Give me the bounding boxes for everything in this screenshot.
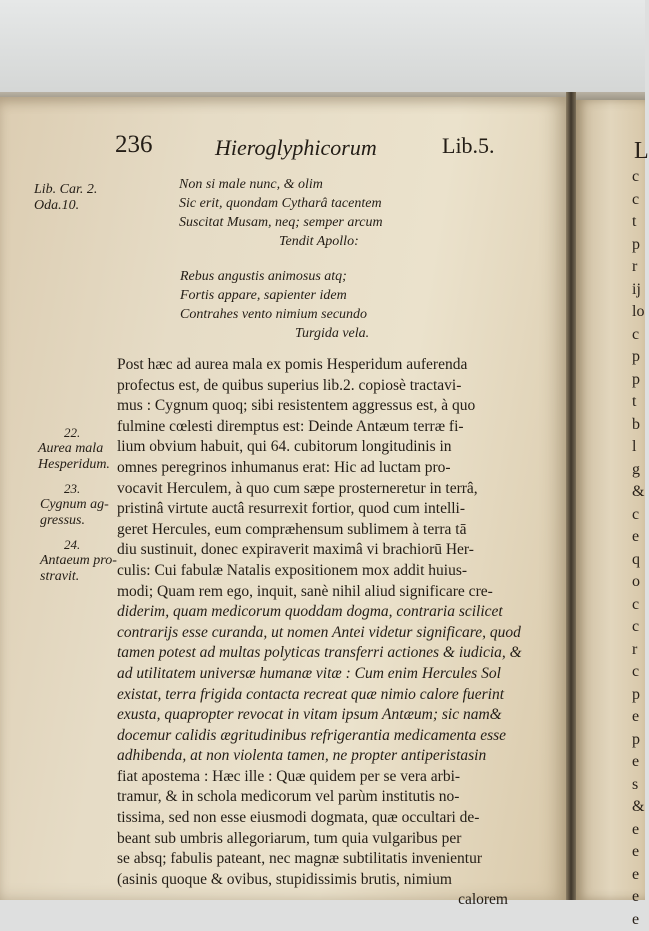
facing-line: p — [632, 369, 644, 392]
facing-line: q — [632, 549, 644, 572]
text-line: ad utilitatem universæ humanæ vitæ : Cum enim Hercules Sol — [117, 664, 510, 685]
facing-line: c — [632, 616, 644, 639]
margin-note-line: stravit. — [40, 569, 117, 585]
text-line: omnes peregrinos inhumanus erat: Hic ad luctam pro- — [117, 458, 510, 479]
margin-note-23 — [40, 481, 109, 529]
text-line: se absq; fabulis pateant, nec magnæ subtilitatis invenientur — [117, 849, 510, 870]
verse-line: Rebus angustis animosus atq; — [180, 267, 369, 286]
facing-line: e — [632, 819, 644, 842]
facing-line: & — [632, 796, 644, 819]
facing-line: l — [632, 436, 644, 459]
facing-header-letter: L — [634, 138, 649, 165]
facing-line: g — [632, 459, 644, 482]
text-line: tissima, sed non esse eiusmodi dogmata, quæ occultari de- — [117, 808, 510, 829]
margin-note-number: 23. — [40, 481, 109, 497]
running-title: Hieroglyphicorum — [215, 135, 377, 161]
facing-line: t — [632, 211, 644, 234]
text-line: culis: Cui fabulæ Natalis expositionem mox addit huius- — [117, 561, 510, 582]
text-line: vocavit Herculem, à quo cum sæpe prosterneretur in terrâ, — [117, 479, 510, 500]
facing-line: e — [632, 706, 644, 729]
facing-line: p — [632, 346, 644, 369]
margin-note-line: Aurea mala — [38, 441, 110, 457]
margin-note-line: Antaeum pro- — [40, 553, 117, 569]
catchword: calorem — [117, 890, 510, 911]
text-line: fulmine cœlesti diremptus est: Deinde Antæum terræ fi- — [117, 417, 510, 438]
text-line: fiat apostema : Hæc ille : Quæ quidem per se vera arbi- — [117, 767, 510, 788]
text-line: diu sustinuit, donec expiraverit maximâ vi brachiorū Her- — [117, 540, 510, 561]
text-line: existat, terra frigida contacta recreat quæ nimio calore fuerint — [117, 685, 510, 706]
margin-note-24 — [40, 537, 117, 585]
margin-note-source — [34, 182, 97, 214]
verse-stanza-2 — [180, 267, 369, 343]
text-line: docemur calidis ægritudinibus refrigerantia medicamenta esse — [117, 726, 510, 747]
facing-line: c — [632, 324, 644, 347]
verse-line: Turgida vela. — [180, 324, 369, 343]
facing-line: e — [632, 841, 644, 864]
text-line: Post hæc ad aurea mala ex pomis Hesperidum auferenda — [117, 355, 510, 376]
facing-line: r — [632, 256, 644, 279]
facing-line: o — [632, 571, 644, 594]
text-line: geret Hercules, eum compræhensum sublimem à terra tā — [117, 520, 510, 541]
margin-note-number: 22. — [38, 425, 110, 441]
body-text — [117, 355, 510, 911]
facing-line: e — [632, 526, 644, 549]
margin-note-22 — [38, 425, 110, 473]
page-number: 236 — [115, 131, 153, 159]
margin-note-line: gressus. — [40, 513, 109, 529]
margin-note-line: Hesperidum. — [38, 457, 110, 473]
facing-line: b — [632, 414, 644, 437]
verse-line: Suscitat Musam, neq; semper arcum — [179, 213, 383, 232]
text-line: (asinis quoque & ovibus, stupidissimis brutis, nimium — [117, 870, 510, 891]
verse-line: Non si male nunc, & olim — [179, 175, 383, 194]
facing-line: c — [632, 661, 644, 684]
verse-line: Contrahes vento nimium secundo — [180, 305, 369, 324]
right-book-page — [576, 100, 645, 900]
facing-line: s — [632, 774, 644, 797]
facing-line: t — [632, 391, 644, 414]
facing-line: lo — [632, 301, 644, 324]
text-line: beant sub umbris allegoriarum, tum quia vulgaribus per — [117, 829, 510, 850]
book-label: Lib.5. — [442, 133, 495, 159]
facing-line: c — [632, 189, 644, 212]
facing-line: r — [632, 639, 644, 662]
text-line: exusta, quapropter revocat in vitam ipsum Antæum; sic nam& — [117, 705, 510, 726]
facing-line: & — [632, 481, 644, 504]
text-line: profectus est, de quibus superius lib.2. copiosè tractavi- — [117, 376, 510, 397]
text-line: contrarijs esse curanda, ut nomen Antei videtur significare, quod — [117, 623, 510, 644]
verse-line: Fortis appare, sapienter idem — [180, 286, 369, 305]
facing-line: p — [632, 684, 644, 707]
book-gutter — [566, 92, 576, 900]
margin-note-line: Lib. Car. 2. — [34, 182, 97, 198]
text-line: modi; Quam rem ego, inquit, sanè nihil aliud significare cre- — [117, 582, 510, 603]
facing-line: e — [632, 886, 644, 909]
facing-line: c — [632, 166, 644, 189]
facing-line: c — [632, 504, 644, 527]
background-surface — [0, 0, 645, 100]
margin-note-line: Oda.10. — [34, 198, 97, 214]
text-line: pristinâ virtute auctâ resurrexit fortior, quod cum intelli- — [117, 499, 510, 520]
margin-note-line: Cygnum ag- — [40, 497, 109, 513]
facing-page-text — [632, 166, 644, 931]
text-line: mus : Cygnum quoq; sibi resistentem aggressus est, à quo — [117, 396, 510, 417]
text-line: tamen potest ad multas polyticas transferri actiones & iudicia, & — [117, 643, 510, 664]
facing-line: e — [632, 864, 644, 887]
facing-line: ij — [632, 279, 644, 302]
facing-line: p — [632, 234, 644, 257]
verse-line: Sic erit, quondam Cytharâ tacentem — [179, 194, 383, 213]
facing-line: e — [632, 751, 644, 774]
verse-stanza-1 — [179, 175, 383, 251]
left-book-page — [0, 97, 566, 900]
facing-line: c — [632, 594, 644, 617]
text-line: diderim, quam medicorum quoddam dogma, contraria scilicet — [117, 602, 510, 623]
margin-note-number: 24. — [40, 537, 117, 553]
facing-line: e — [632, 909, 644, 931]
verse-line: Tendit Apollo: — [179, 232, 383, 251]
text-line: adhibenda, at non violenta tamen, ne propter antiperistasin — [117, 746, 510, 767]
text-line: lium obvium habuit, qui 64. cubitorum longitudinis in — [117, 437, 510, 458]
facing-line: p — [632, 729, 644, 752]
text-line: tramur, & in schola medicorum vel parùm institutis no- — [117, 787, 510, 808]
